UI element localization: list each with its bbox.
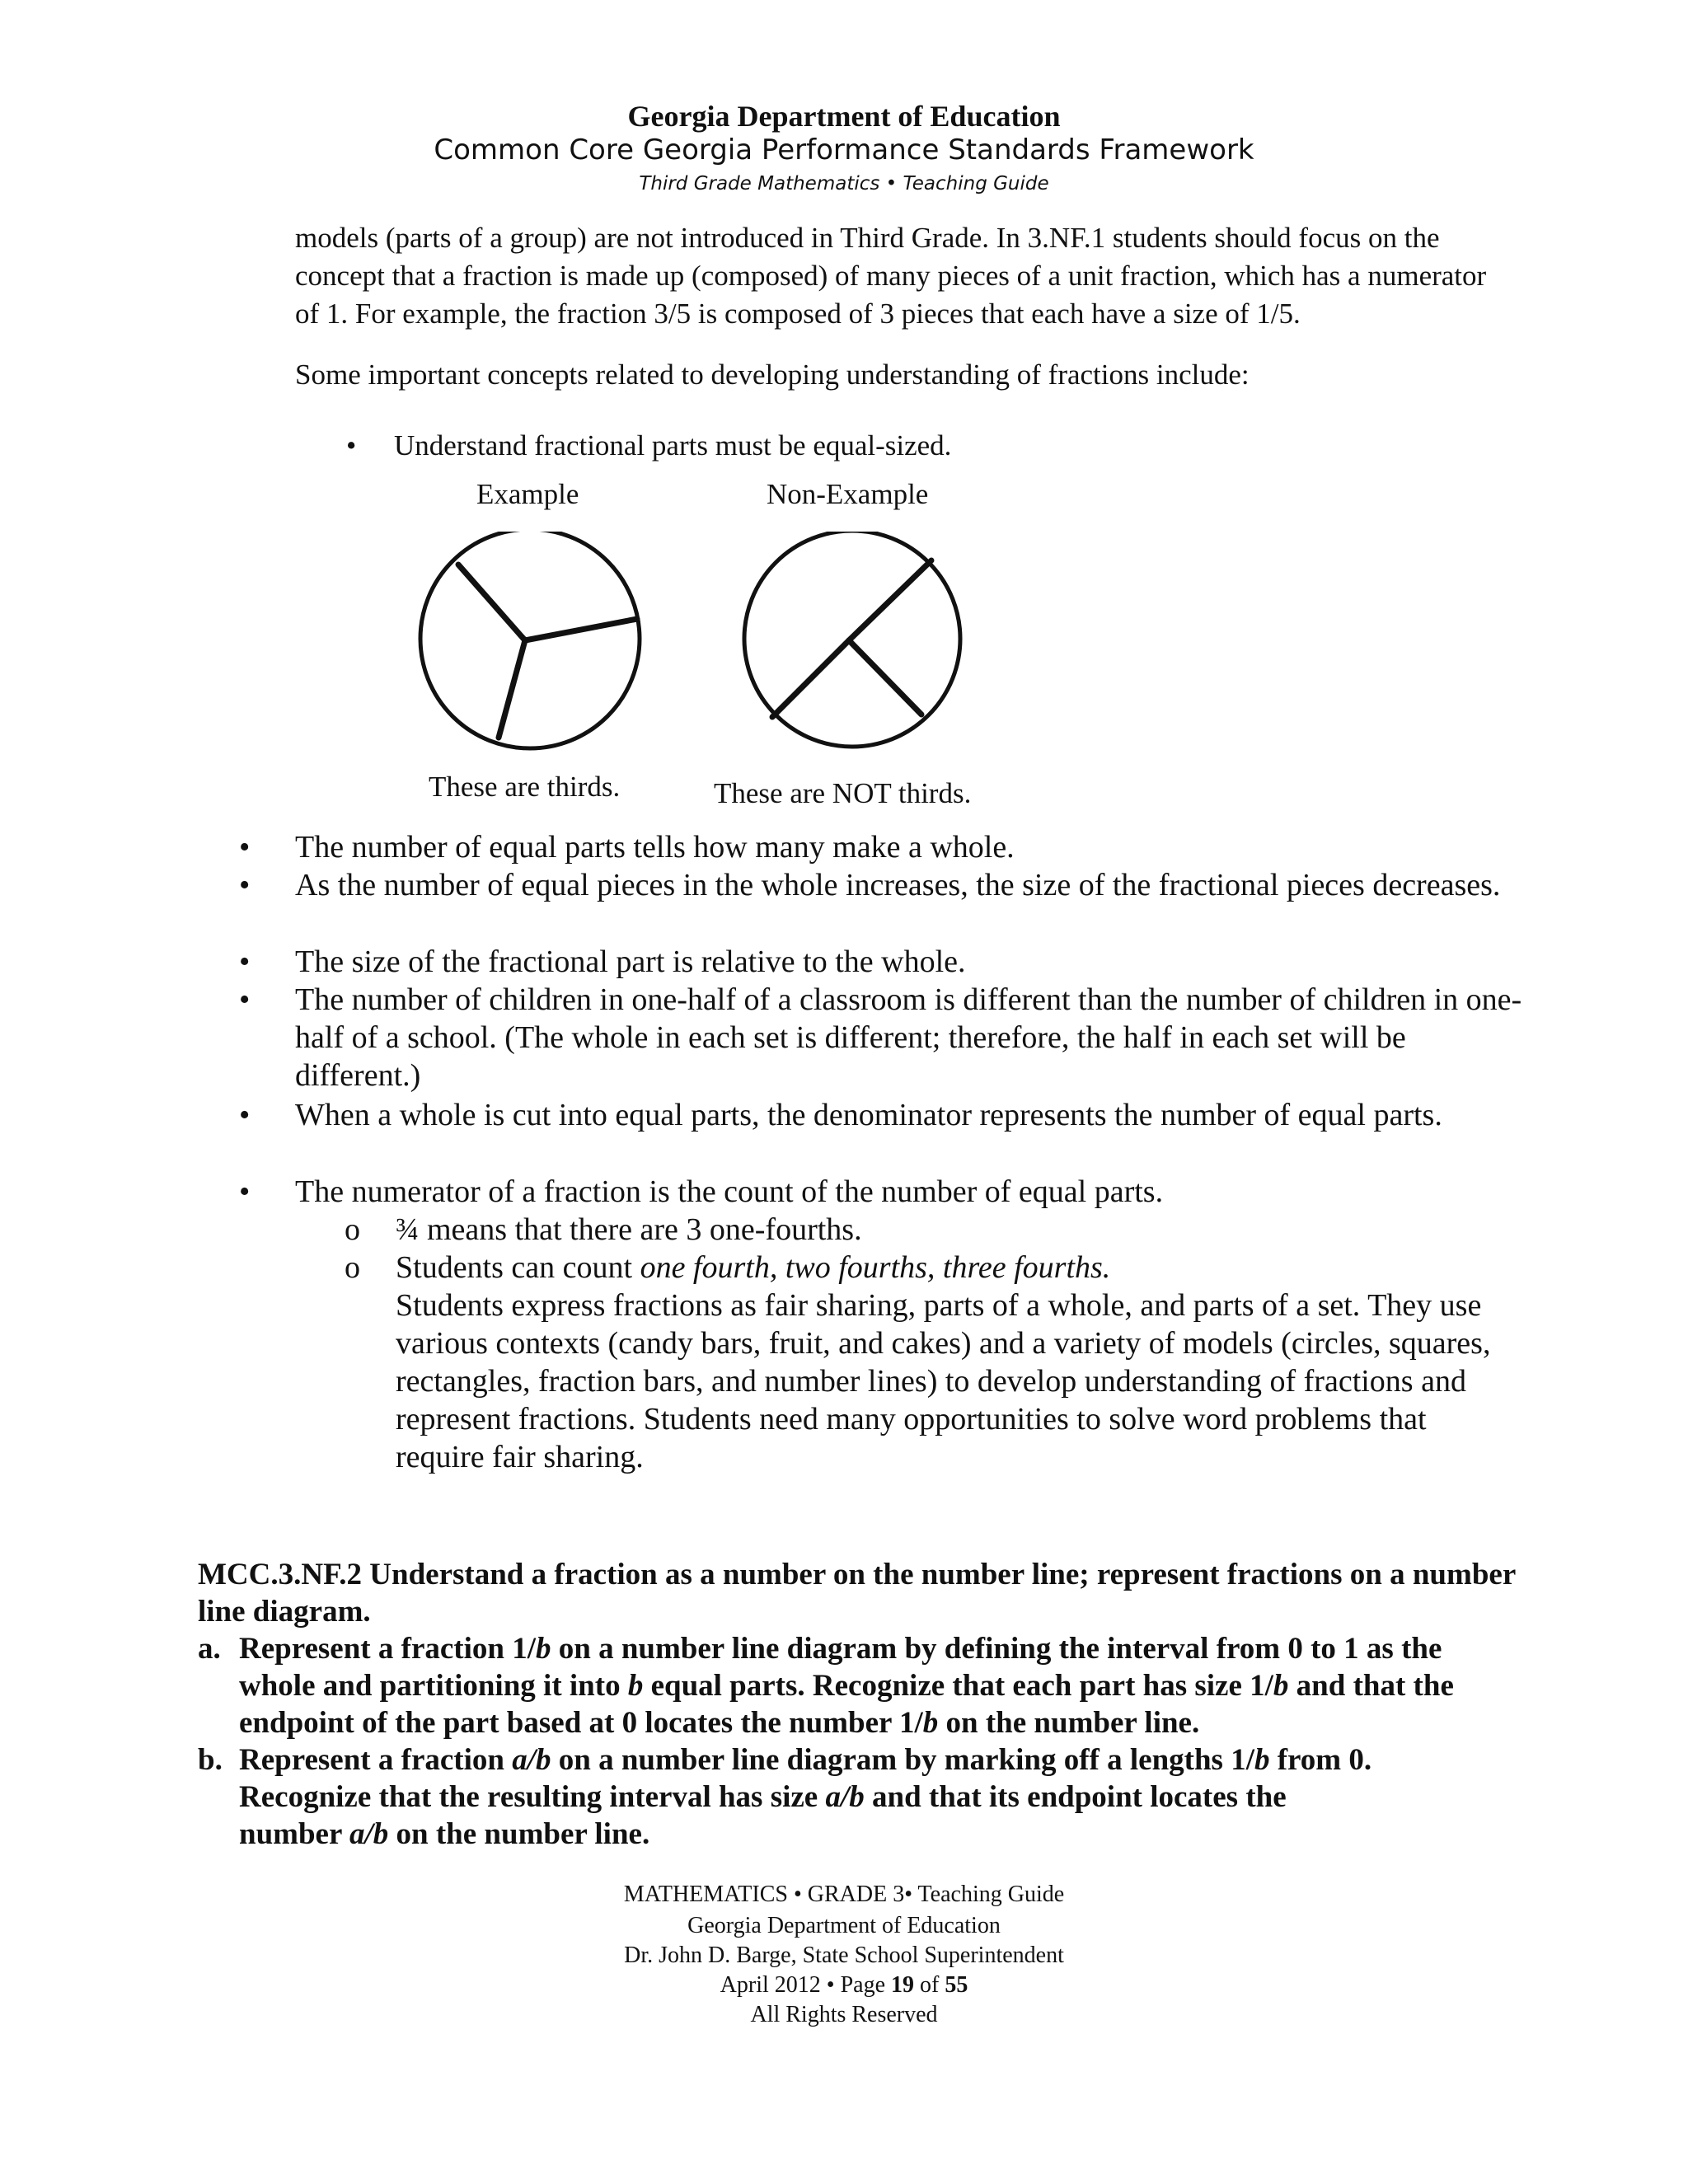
header-framework: Common Core Georgia Performance Standards Framework <box>434 134 1254 166</box>
text-segment: equal parts. Recognize that each part has size 1/ <box>643 1669 1273 1703</box>
example-caption: These are thirds. <box>429 771 621 803</box>
bullet-dot: • <box>239 1174 251 1209</box>
text-segment: on a number line diagram by marking off a lengths 1/ <box>551 1743 1254 1777</box>
sub-bullet-text-plain: Students can count <box>396 1250 640 1285</box>
header-org: Georgia Department of Education <box>627 100 1061 133</box>
variable-b: b <box>627 1669 644 1703</box>
footer-line-3: Dr. John D. Barge, State School Superintendent <box>624 1943 1064 1968</box>
page-of: of <box>914 1972 945 1998</box>
footer-page-line <box>0 1971 1688 1999</box>
example-label: Example <box>476 478 579 510</box>
example-circle-thirds <box>412 532 651 762</box>
bullet-dot: • <box>239 982 251 1017</box>
footer-line-1: MATHEMATICS • GRADE 3• Teaching Guide <box>623 1882 1065 1907</box>
nonexample-circle <box>734 532 973 762</box>
variable-ab: a/b <box>825 1780 865 1814</box>
nonexample-caption: These are NOT thirds. <box>714 777 972 809</box>
text-segment: from 0. Recognize that the resulting interval has size <box>239 1743 1403 1814</box>
variable-b: b <box>1254 1743 1270 1777</box>
variable-ab: a/b <box>512 1743 551 1777</box>
part-b-label: b. <box>198 1743 223 1777</box>
sub-bullet-marker: o <box>345 1212 360 1247</box>
text-segment: and that the endpoint of the part based at 0 locates the number 1/ <box>239 1669 1454 1740</box>
example-divider-2 <box>525 619 637 640</box>
part-a-label: a. <box>198 1632 221 1666</box>
text-segment: on a number line diagram by defining the interval from 0 to 1 as the whole and partitioning it into <box>239 1632 1442 1703</box>
standard-title: MCC.3.NF.2 Understand a fraction as a number on the number line; represent fractions on a number line diagram. <box>198 1558 1516 1629</box>
example-divider-1 <box>458 565 525 640</box>
page-prefix: April 2012 • Page <box>720 1972 891 1998</box>
footer-rights: All Rights Reserved <box>750 2002 938 2027</box>
bullet-text: The number of children in one-half of a classroom is different than the number of children in one-half of a school. (The whole in each set is different; therefore, the half in each set will be different.) <box>295 982 1522 1093</box>
part-b-text <box>239 1741 1403 1853</box>
text-segment: Represent a fraction 1/ <box>239 1632 536 1666</box>
bullet-dot: • <box>239 830 251 865</box>
variable-ab: a/b <box>349 1817 389 1851</box>
bullet-dot: • <box>239 944 251 979</box>
header-guide: Third Grade Mathematics • Teaching Guide <box>639 173 1049 194</box>
footer-line-2: Georgia Department of Education <box>687 1913 1001 1938</box>
intro-paragraph: models (parts of a group) are not introduced in Third Grade. In 3.NF.1 students should focus on the concept that a fraction is made up (composed) of many pieces of a unit fraction, which has a numerator of 1. For example, the fraction 3/5 is composed of 3 pieces that each have a size of 1/5. <box>295 222 1487 330</box>
bullet-text: As the number of equal pieces in the whole increases, the size of the fractional pieces decreases. <box>295 868 1501 902</box>
text-segment: and that its endpoint locates the number <box>239 1780 1287 1851</box>
text-segment: Represent a fraction <box>239 1743 513 1777</box>
bullet-text: The number of equal parts tells how many make a whole. <box>295 830 1015 865</box>
part-a-text <box>239 1630 1517 1741</box>
variable-b: b <box>922 1706 939 1740</box>
variable-b: b <box>536 1632 551 1666</box>
sub-bullet-text: ¾ means that there are 3 one-fourths. <box>396 1212 862 1247</box>
bullet-dot: • <box>346 429 357 462</box>
bullet-text: When a whole is cut into equal parts, the denominator represents the number of equal parts. <box>295 1098 1442 1132</box>
page-total: 55 <box>945 1972 968 1998</box>
sub-bullet-continuation: Students express fractions as fair sharing, parts of a whole, and parts of a set. They use various contexts (candy bars, fruit, and cakes) and a variety of models (circles, squares, rectangles, fraction bars, and number lines) to develop understanding of fractions and represent fractions. Students need many opportunities to solve word problems that require fair sharing. <box>396 1288 1491 1474</box>
bullet-dot: • <box>239 1098 251 1132</box>
bullet-text: The numerator of a fraction is the count of the number of equal parts. <box>295 1174 1164 1209</box>
nonexample-divider-3 <box>849 640 921 715</box>
text-segment: on the number line. <box>938 1706 1200 1740</box>
bullet-dot: • <box>239 868 251 902</box>
sub-bullet-text <box>396 1249 1517 1286</box>
bullet-text: The size of the fractional part is relative to the whole. <box>295 944 966 979</box>
nonexample-label: Non-Example <box>767 478 929 510</box>
concepts-intro: Some important concepts related to developing understanding of fractions include: <box>295 359 1250 391</box>
text-segment: on the number line. <box>388 1817 650 1851</box>
nonexample-divider-2 <box>772 640 849 717</box>
example-divider-3 <box>499 640 525 738</box>
nonexample-divider-1 <box>849 560 931 640</box>
sub-bullet-marker: o <box>345 1250 360 1285</box>
variable-b: b <box>1273 1669 1289 1703</box>
page-number: 19 <box>891 1972 914 1998</box>
bullet-equal-sized: Understand fractional parts must be equal-sized. <box>394 429 952 462</box>
sub-bullet-text-italic: one fourth, two fourths, three fourths. <box>640 1250 1111 1285</box>
